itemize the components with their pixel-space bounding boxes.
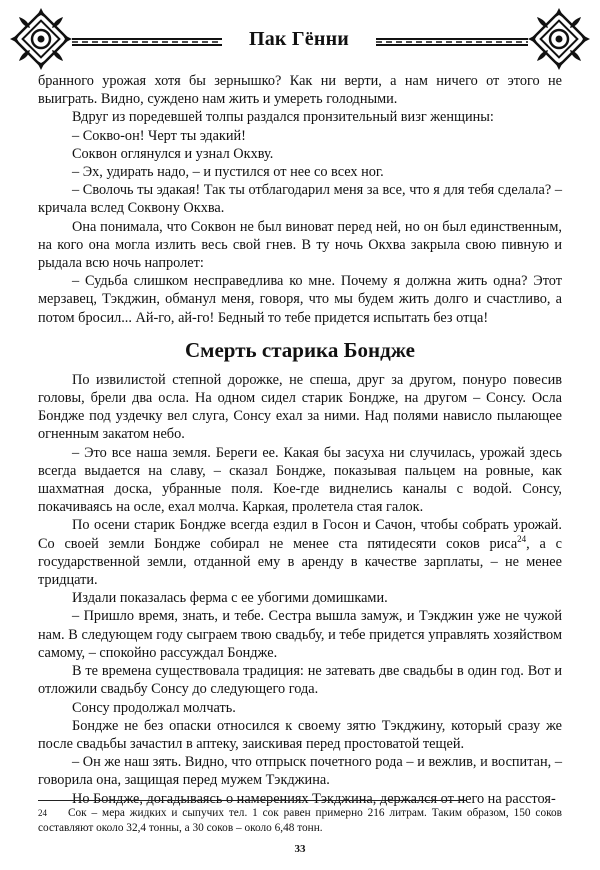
header-rule-right [376,37,528,47]
footnote-text: Сок – мера жидких и сыпучих тел. 1 сок равен примерно 216 литрам. Таким образом, 150 соков составляют около 32,4 тонны, а 30 соков – около 6,48 тонн. [38,807,562,834]
page-number: 33 [294,843,306,855]
page-header [0,0,600,80]
paragraph: – Он же наш зять. Видно, что отпрыск почетного рода – и вежлив, и воспитан, – говорила она, защищая перед мужем Тэкджина. [38,754,562,789]
paragraph: В те времена существовала традиция: не затевать две свадьбы в один год. Вот и отложили свадьбу Сонсу до следующего года. [38,663,562,698]
footnote-reference[interactable]: 24 [517,533,527,544]
paragraph: – Сокво-он! Черт ты эдакий! [72,127,246,144]
footnote [38,806,562,835]
paragraph: Но Бондже, догадываясь о намерениях Тэкджина, держался от него на расстоя- [72,790,556,807]
paragraph: Издали показалась ферма с ее убогими домишками. [72,590,388,607]
paragraph: Сонсу продолжал молчать. [72,699,236,716]
paragraph [38,516,562,589]
paragraph: По извилистой степной дорожке, не спеша, друг за другом, понуро повесив головы, брели два осла. На одном сидел старик Бондже, на другом – Сонсу. Осла Бондже под уздечку вел слуга, Сонсу ехал за ними. Над полями нависло пылающее огненным закатом небо. [38,371,562,443]
paragraph: Вдруг из поредевшей толпы раздался пронзительный визг женщины: [72,109,494,126]
paragraph: – Сволочь ты эдакая! Так ты отблагодарил меня за все, что я для тебя сделала? – кричала вслед Соквону Окхва. [38,182,562,217]
paragraph: Соквон оглянулся и узнал Окхву. [72,145,274,162]
footnote-marker: 24 [38,808,47,818]
header-rule-left [72,37,222,47]
paragraph: – Эх, удирать надо, – и пустился от нее со всех ног. [72,164,384,181]
running-title: Пак Гённи [248,28,350,50]
chapter-title: Смерть старика Бондже [185,337,415,362]
paragraph: – Это все наша земля. Береги ее. Какая бы засуха ни случилась, урожай здесь всегда выдается на славу, – сказал Бондже, показывая пальцем на ровные, как шахматная доска, убранные поля. Кое-где виднелись каналы с водой. Сонсу, покачиваясь на осле, ехал молча. Каркая, пролетела стая галок. [38,444,562,516]
footnote-divider [38,800,466,801]
body-text [38,72,562,808]
paragraph: бранного урожая хотя бы зернышко? Как ни верти, а нам ничего от этого не выиграть. Видно, суждено нам жить и умереть голодными. [38,73,562,108]
paragraph: Бондже не без опаски относился к своему зятю Тэкджину, который сразу же после свадьбы зачастил в аптеку, заискивая перед простоватой тещей. [38,717,562,752]
paragraph-text: , а с государственной земли, отданной ему в аренду в качестве зарплаты, – не менее тридцати. [38,535,562,589]
paragraph: – Пришло время, знать, и тебе. Сестра вышла замуж, и Тэкджин уже не чужой нам. В следующем году сыграем твою свадьбу, и тебе придется управлять хозяйством самому, – спокойно рассуждал Бондже. [38,608,562,661]
paragraph: – Судьба слишком несправедлива ко мне. Почему я должна жить одна? Этот мерзавец, Тэкджин, обманул меня, говоря, что мы будем жить долго и счастливо, а потом бросил... Ай-го, ай-го! Бедный то тебе придется испытать без отца! [38,273,562,326]
lotus-ornament-icon [526,6,592,72]
paragraph-text: По осени старик Бондже всегда ездил в Госон и Сачон, чтобы собрать урожай. Со своей земли Бондже собирал не менее ста пятидесяти соков риса [38,517,562,552]
lotus-ornament-icon [8,6,74,72]
paragraph: Она понимала, что Соквон не был виноват перед ней, но он был единственным, на кого она могла излить весь свой гнев. В ту ночь Окхва закрыла свою пивную и рыдала всю ночь напролет: [38,218,562,272]
